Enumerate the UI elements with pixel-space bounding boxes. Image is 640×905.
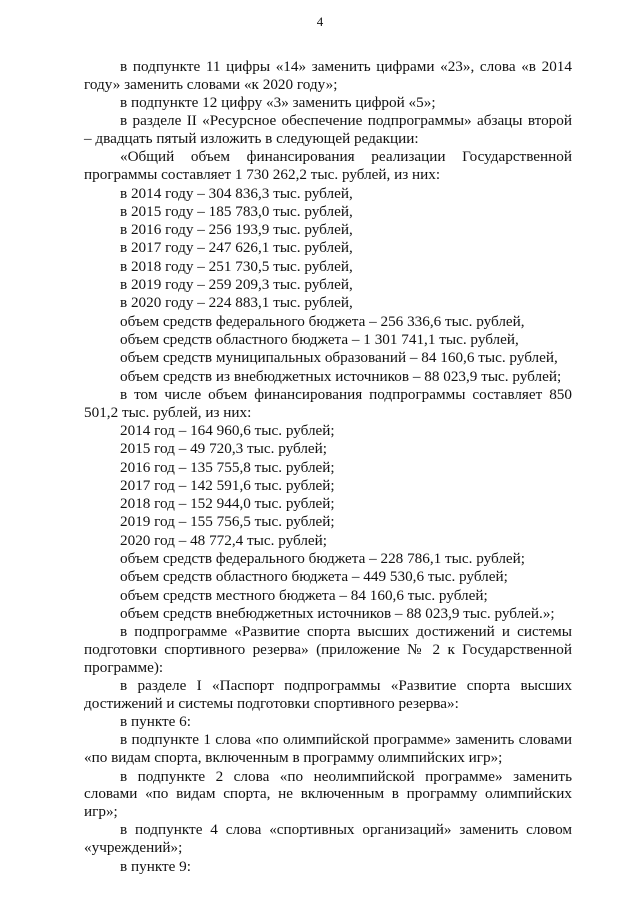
page-number: 4 bbox=[316, 14, 324, 29]
paragraph: в пункте 9: bbox=[120, 857, 191, 875]
paragraph: объем средств муниципальных образований – 84 160,6 тыс. рублей, bbox=[120, 349, 558, 367]
paragraph: в подпункте 2 слова «по неолимпийской программе» заменить словами «по видам спорта, не включенным в программу олимпийских игр»; bbox=[84, 767, 572, 821]
paragraph: объем средств внебюджетных источников – 88 023,9 тыс. рублей.»; bbox=[120, 604, 555, 622]
paragraph: 2016 год – 135 755,8 тыс. рублей; bbox=[120, 458, 335, 476]
paragraph: в том числе объем финансирования подпрограммы составляет 850 501,2 тыс. рублей, из них: bbox=[84, 385, 572, 421]
paragraph: в разделе II «Ресурсное обеспечение подпрограммы» абзацы второй – двадцать пятый изложить в следующей редакции: bbox=[84, 112, 572, 148]
paragraph: 2020 год – 48 772,4 тыс. рублей; bbox=[120, 531, 328, 549]
paragraph: объем средств местного бюджета – 84 160,6 тыс. рублей; bbox=[120, 586, 488, 604]
paragraph: в 2018 году – 251 730,5 тыс. рублей, bbox=[120, 257, 353, 275]
paragraph: объем средств федерального бюджета – 228 786,1 тыс. рублей; bbox=[120, 550, 526, 568]
paragraph: в пункте 6: bbox=[120, 713, 191, 731]
paragraph: в разделе I «Паспорт подпрограммы «Развитие спорта высших достижений и системы подготовки спортивного резерва»: bbox=[84, 677, 572, 712]
paragraph: в подпункте 11 цифры «14» заменить цифрами «23», слова «в 2014 году» заменить словами «к 2020 году»; bbox=[84, 58, 572, 93]
paragraph: объем средств из внебюджетных источников – 88 023,9 тыс. рублей; bbox=[120, 367, 562, 385]
paragraph: объем средств областного бюджета – 449 530,6 тыс. рублей; bbox=[120, 568, 508, 586]
paragraph: 2019 год – 155 756,5 тыс. рублей; bbox=[120, 513, 335, 531]
paragraph: в 2019 году – 259 209,3 тыс. рублей, bbox=[120, 276, 353, 294]
paragraph: объем средств областного бюджета – 1 301 741,1 тыс. рублей, bbox=[120, 330, 519, 348]
paragraph: 2015 год – 49 720,3 тыс. рублей; bbox=[120, 440, 328, 458]
paragraph: в 2017 году – 247 626,1 тыс. рублей, bbox=[120, 239, 353, 257]
paragraph: в 2014 году – 304 836,3 тыс. рублей, bbox=[120, 184, 353, 202]
document-body bbox=[84, 58, 572, 876]
paragraph: 2017 год – 142 591,6 тыс. рублей; bbox=[120, 476, 335, 494]
paragraph: в подпункте 1 слова «по олимпийской программе» заменить словами «по видам спорта, включенным в программу олимпийских игр»; bbox=[84, 731, 572, 767]
paragraph: 2014 год – 164 960,6 тыс. рублей; bbox=[120, 421, 335, 439]
paragraph: в 2020 году – 224 883,1 тыс. рублей, bbox=[120, 294, 353, 312]
paragraph: в подпункте 4 слова «спортивных организаций» заменить словом «учреждений»; bbox=[84, 821, 572, 857]
paragraph: объем средств федерального бюджета – 256 336,6 тыс. рублей, bbox=[120, 312, 525, 330]
paragraph: в 2016 году – 256 193,9 тыс. рублей, bbox=[120, 221, 353, 239]
paragraph: «Общий объем финансирования реализации Государственной программы составляет 1 730 262,2 тыс. рублей, из них: bbox=[84, 148, 572, 184]
paragraph: в 2015 году – 185 783,0 тыс. рублей, bbox=[120, 202, 353, 220]
paragraph: 2018 год – 152 944,0 тыс. рублей; bbox=[120, 495, 335, 513]
paragraph: в подпункте 12 цифру «3» заменить цифрой «5»; bbox=[120, 94, 436, 112]
paragraph: в подпрограмме «Развитие спорта высших достижений и системы подготовки спортивного резерва» (приложение № 2 к Государственной программе): bbox=[84, 623, 572, 676]
